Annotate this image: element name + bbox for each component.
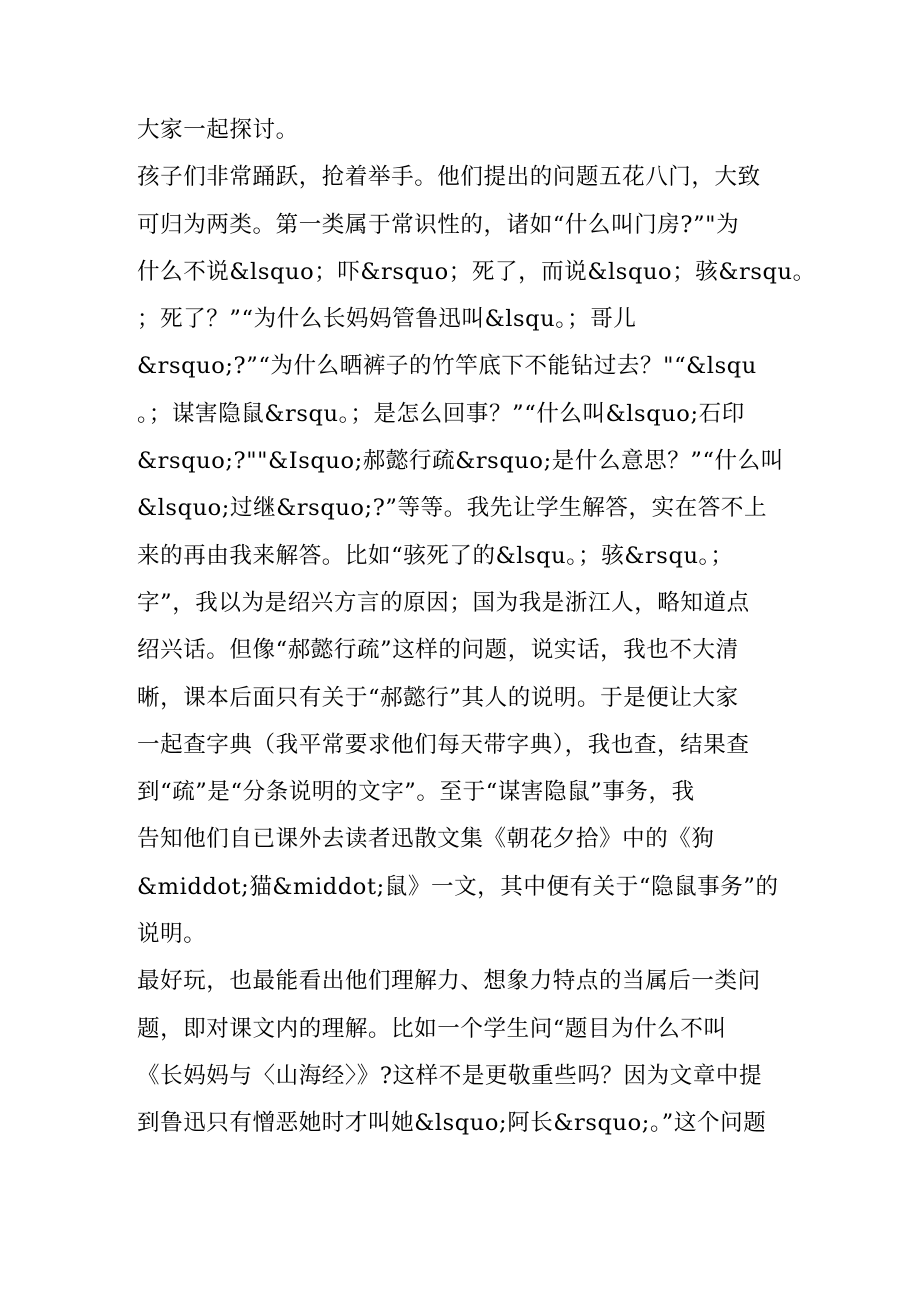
text-line: 到“疏”是“分条说明的文字”。至于“谋害隐鼠”事务，我 <box>137 779 695 806</box>
text-line: 告知他们自已课外去读者迅散文集《朝花夕拾》中的《狗 <box>137 826 715 853</box>
text-line: 最好玩，也最能看出他们理解力、想象力特点的当属后一类问 <box>137 968 761 995</box>
text-line: &rsquo;?""&Isquo;郝懿行疏&rsquo;是什么意思？”“什么叫 <box>137 448 784 475</box>
text-line: 到鲁迅只有憎恶她时才叫她&lsquo;阿长&rsquo;。”这个问题 <box>137 1110 767 1137</box>
text-line: &middot;猫&middot;鼠》一文，其中便有关于“隐鼠事务”的 <box>137 873 779 900</box>
text-line: 什么不说&lsquo；吓&rsquo；死了，而说&lsquo；骇&rsqu。 <box>137 258 816 285</box>
text-line: 《长妈妈与〈山海经〉》?这样不是更敬重些吗？因为文章中提 <box>137 1062 763 1089</box>
text-line: 可归为两类。第一类属于常识性的，诸如“什么叫门房?”"为 <box>137 211 740 238</box>
text-line: 字”，我以为是绍兴方言的原因；国为我是浙江人，略知道点 <box>137 589 750 616</box>
text-line: 大家一起探讨。 <box>137 117 299 143</box>
text-line: 。；谋害隐鼠&rsqu。；是怎么回事？”“什么叫&lsquo;石印 <box>137 400 745 427</box>
text-line: ；死了？”“为什么长妈妈管鲁迅叫&lsqu。；哥儿 <box>137 306 637 333</box>
text-line: &rsquo;?”“为什么晒裤子的竹竿底下不能钻过去？"“&lsqu <box>137 353 757 380</box>
text-line: 一起查字典（我平常要求他们每天带字典），我也查，结果查 <box>137 731 750 758</box>
text-line: 孩子们非常踊跃，抢着举手。他们提出的问题五花八门，大致 <box>137 164 761 191</box>
text-line: 晰，课本后面只有关于“郝懿行”其人的说明。于是便让大家 <box>137 684 739 711</box>
text-line: 来的再由我来解答。比如“骇死了的&lsqu。；骇&rsqu。； <box>137 542 734 569</box>
text-line: 题，即对课文内的理解。比如一个学生问“题目为什么不叫 <box>137 1015 727 1042</box>
text-line: 说明。 <box>137 921 207 948</box>
text-line: &lsquo;过继&rsquo;?”等等。我先让学生解答，实在答不上 <box>137 495 768 522</box>
text-line: 绍兴话。但像“郝懿行疏”这样的问题，说实话，我也不大清 <box>137 637 739 664</box>
body-text <box>137 107 816 1148</box>
